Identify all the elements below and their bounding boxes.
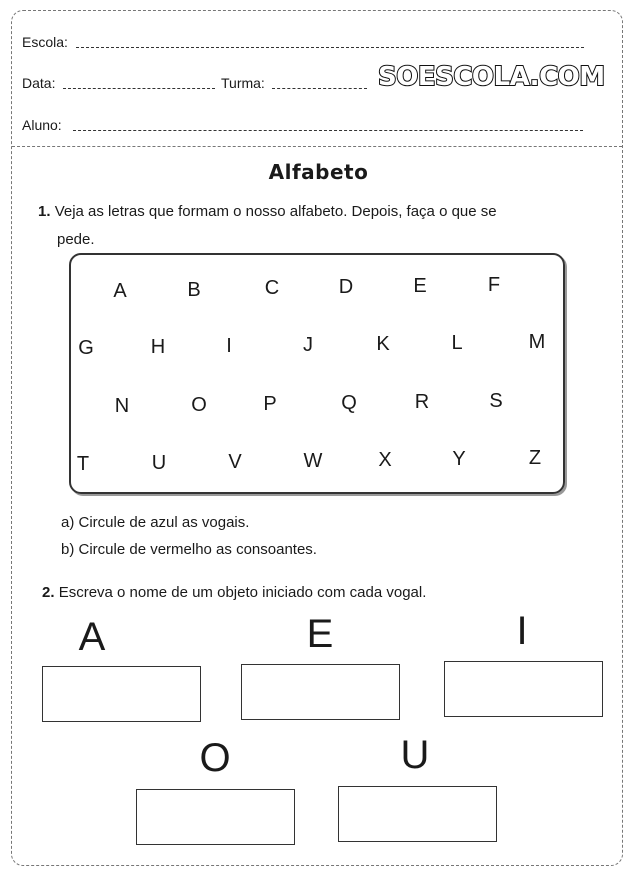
letter-P[interactable]: P [263, 393, 277, 415]
instruction-b: b) Circule de vermelho as consoantes. [61, 541, 317, 558]
letter-U[interactable]: U [151, 452, 167, 474]
vowel-E: E [306, 612, 334, 656]
letter-O[interactable]: O [191, 394, 207, 416]
answer-box-E[interactable] [241, 664, 400, 720]
question-1-line-1 [38, 203, 497, 221]
letter-I[interactable]: I [226, 335, 232, 357]
letter-Y[interactable]: Y [452, 448, 466, 470]
vowel-I: I [516, 609, 528, 653]
instruction-a: a) Circule de azul as vogais. [61, 514, 250, 531]
letter-N[interactable]: N [114, 395, 130, 417]
letter-T[interactable]: T [76, 453, 90, 475]
letter-S[interactable]: S [489, 390, 503, 412]
letter-F[interactable]: F [487, 274, 501, 296]
school-label: Escola: [22, 34, 68, 50]
question-2-line [42, 584, 426, 602]
letter-R[interactable]: R [414, 391, 430, 413]
letter-Z[interactable]: Z [528, 447, 542, 469]
class-label: Turma: [221, 75, 265, 91]
letter-G[interactable]: G [78, 337, 94, 359]
answer-box-O[interactable] [136, 789, 295, 845]
letter-K[interactable]: K [376, 333, 390, 355]
school-field[interactable] [76, 47, 584, 48]
letter-Q[interactable]: Q [341, 392, 357, 414]
letter-C[interactable]: C [264, 277, 280, 299]
date-field[interactable] [63, 88, 215, 89]
letter-V[interactable]: V [228, 451, 242, 473]
answer-box-A[interactable] [42, 666, 201, 722]
letter-B[interactable]: B [187, 279, 201, 301]
vowel-A: A [78, 615, 106, 659]
vowel-O: O [199, 736, 231, 780]
letter-A[interactable]: A [113, 280, 127, 302]
question-2-number: 2. [42, 584, 55, 601]
letter-E[interactable]: E [413, 275, 427, 297]
letter-D[interactable]: D [338, 276, 354, 298]
letter-L[interactable]: L [451, 332, 463, 354]
date-label: Data: [22, 75, 56, 91]
student-field[interactable] [73, 130, 583, 131]
header-separator [12, 146, 622, 147]
vowel-U: U [400, 733, 430, 777]
question-1-line-2: pede. [57, 231, 95, 248]
letter-J[interactable]: J [303, 334, 313, 356]
question-1-number: 1. [38, 203, 51, 220]
soescola-logo: SOESCOLA.COM [378, 62, 605, 92]
answer-box-U[interactable] [338, 786, 497, 842]
letter-W[interactable]: W [303, 450, 323, 472]
page-title: Alfabeto [268, 160, 369, 184]
letter-M[interactable]: M [528, 331, 546, 353]
answer-box-I[interactable] [444, 661, 603, 717]
class-field[interactable] [272, 88, 367, 89]
question-2-text: Escreva o nome de um objeto iniciado com cada vogal. [58, 584, 427, 601]
letter-X[interactable]: X [378, 449, 392, 471]
student-label: Aluno: [22, 117, 62, 133]
letter-H[interactable]: H [150, 336, 166, 358]
question-1-text: Veja as letras que formam o nosso alfabeto. Depois, faça o que se [54, 203, 497, 220]
